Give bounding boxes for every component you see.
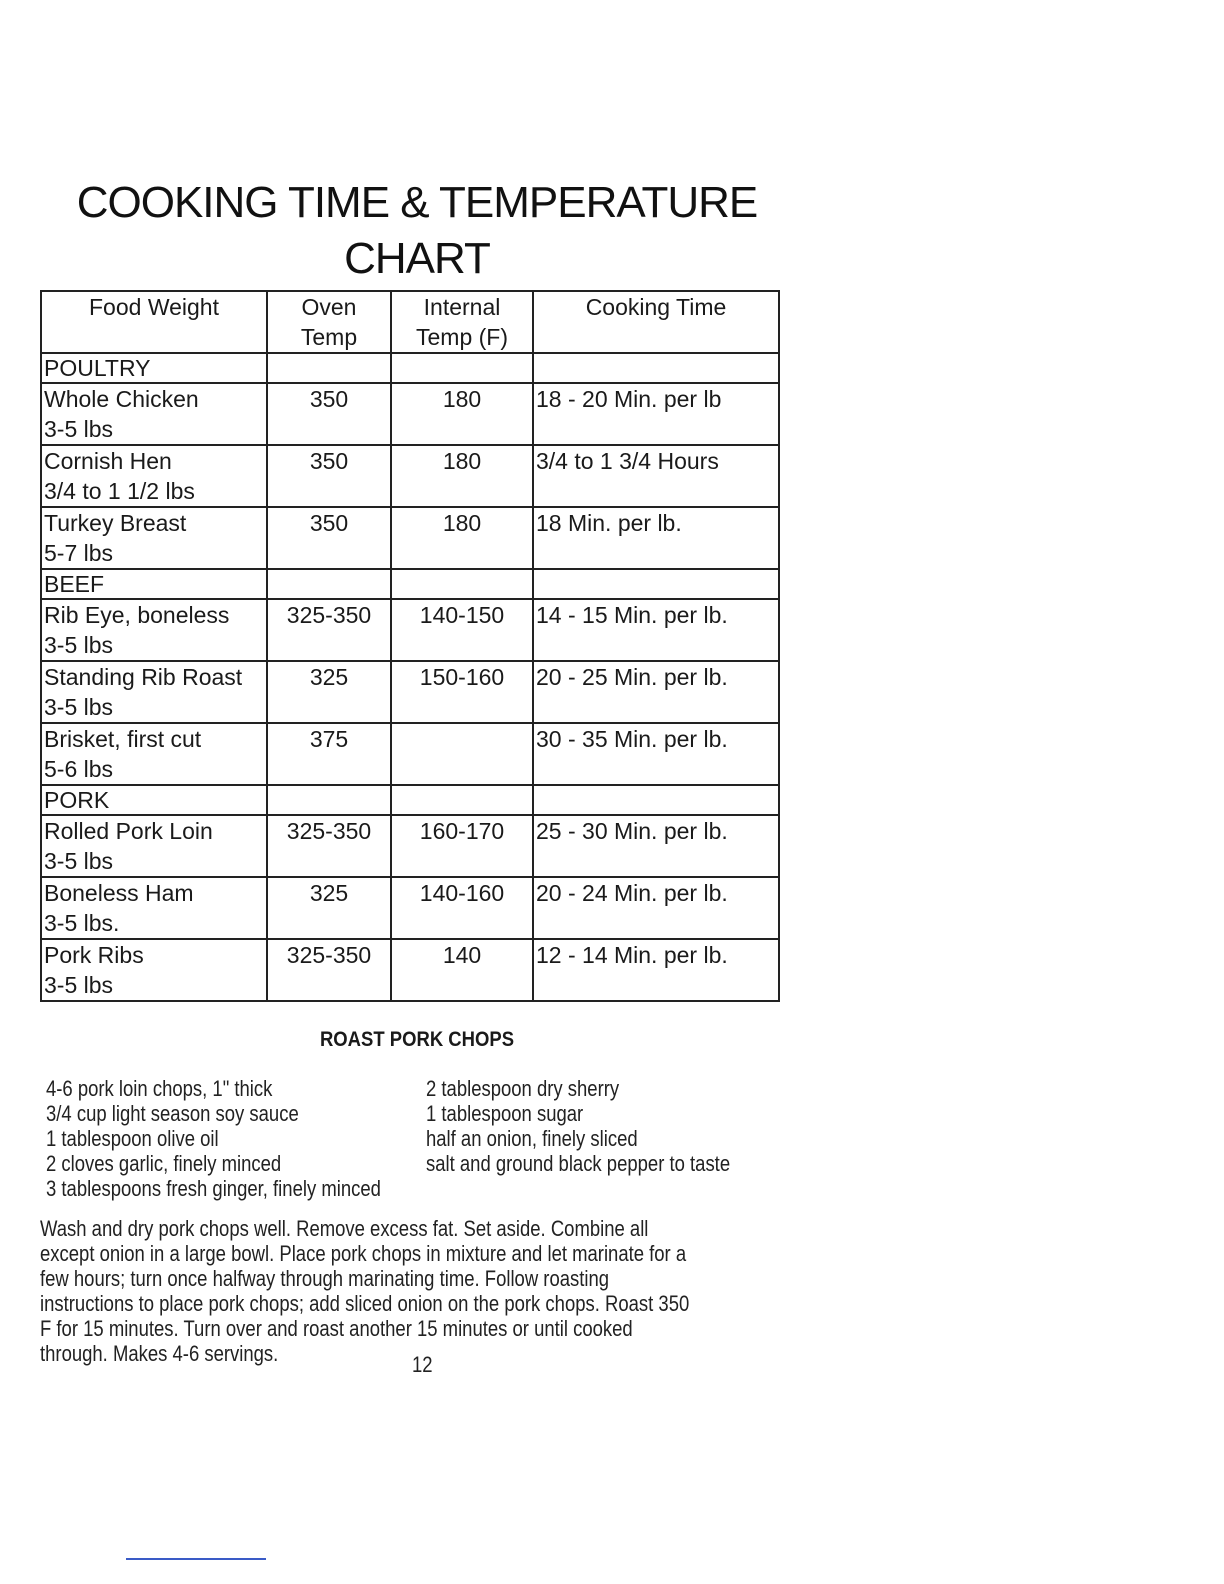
food-name: Boneless Ham <box>44 880 194 906</box>
oven-temp-cell: 350 <box>267 507 391 569</box>
header-label: Temp (F) <box>416 324 508 350</box>
food-weight: 3-5 lbs <box>44 972 114 998</box>
header-food-weight <box>41 291 267 353</box>
food-weight-cell <box>41 507 267 569</box>
food-name: Turkey Breast <box>44 510 187 536</box>
food-weight: 3/4 to 1 1/2 lbs <box>44 478 195 504</box>
empty-cell <box>533 785 779 815</box>
food-weight: 3-5 lbs <box>44 416 114 442</box>
cooking-time-cell: 20 - 25 Min. per lb. <box>533 661 779 723</box>
recipe-title: ROAST PORK CHOPS <box>319 1028 515 1051</box>
table-body <box>41 353 779 1001</box>
ingredient-item: 1 tablespoon olive oil <box>46 1126 219 1151</box>
internal-temp-cell: 180 <box>391 445 533 507</box>
cooking-time-cell: 18 Min. per lb. <box>533 507 779 569</box>
food-name: Brisket, first cut <box>44 726 202 752</box>
food-name: Pork Ribs <box>44 942 144 968</box>
empty-cell <box>267 569 391 599</box>
food-weight-cell <box>41 383 267 445</box>
food-weight: 3-5 lbs. <box>44 910 120 936</box>
oven-temp-cell: 375 <box>267 723 391 785</box>
page-number: 12 <box>412 1352 433 1377</box>
instruction-line: instructions to place pork chops; add sliced onion on the pork chops. Roast 350 <box>40 1291 690 1316</box>
section-row <box>41 569 779 599</box>
food-weight-cell <box>41 599 267 661</box>
food-weight-cell <box>41 939 267 1001</box>
table-row <box>41 661 779 723</box>
table-row <box>41 815 779 877</box>
food-weight-cell <box>41 723 267 785</box>
empty-cell <box>267 353 391 383</box>
internal-temp-cell <box>391 723 533 785</box>
section-label: POULTRY <box>41 353 267 383</box>
table-row <box>41 877 779 939</box>
ingredients-left-list <box>46 1076 381 1201</box>
food-weight: 5-6 lbs <box>44 756 114 782</box>
header-label: Temp <box>300 324 358 350</box>
cooking-time-cell: 14 - 15 Min. per lb. <box>533 599 779 661</box>
table-row <box>41 507 779 569</box>
cooking-chart-table <box>40 290 780 1002</box>
food-weight-cell <box>41 445 267 507</box>
empty-cell <box>533 353 779 383</box>
oven-temp-cell: 350 <box>267 383 391 445</box>
ingredients-right-list <box>426 1076 730 1176</box>
food-name: Rib Eye, boneless <box>44 602 230 628</box>
instruction-line: F for 15 minutes. Turn over and roast another 15 minutes or until cooked <box>40 1316 633 1341</box>
ingredient-item: 3/4 cup light season soy sauce <box>46 1101 299 1126</box>
food-weight-cell <box>41 815 267 877</box>
food-weight: 3-5 lbs <box>44 694 114 720</box>
internal-temp-cell: 180 <box>391 507 533 569</box>
table-row <box>41 599 779 661</box>
table-row <box>41 939 779 1001</box>
food-name: Rolled Pork Loin <box>44 818 213 844</box>
empty-cell <box>391 785 533 815</box>
ingredient-item: salt and ground black pepper to taste <box>426 1151 731 1176</box>
food-weight: 5-7 lbs <box>44 540 114 566</box>
food-weight: 3-5 lbs <box>44 848 114 874</box>
table-row <box>41 723 779 785</box>
header-label: Oven <box>301 294 357 320</box>
oven-temp-cell: 325-350 <box>267 599 391 661</box>
instruction-line: Wash and dry pork chops well. Remove excess fat. Set aside. Combine all <box>40 1216 649 1241</box>
section-row <box>41 785 779 815</box>
food-name: Cornish Hen <box>44 448 172 474</box>
header-label: Food Weight <box>89 294 219 320</box>
ingredient-item: 2 tablespoon dry sherry <box>426 1076 620 1101</box>
cooking-time-cell: 3/4 to 1 3/4 Hours <box>533 445 779 507</box>
empty-cell <box>391 569 533 599</box>
cooking-time-cell: 20 - 24 Min. per lb. <box>533 877 779 939</box>
food-weight: 3-5 lbs <box>44 632 114 658</box>
instruction-line: few hours; turn once halfway through marinating time. Follow roasting <box>40 1266 610 1291</box>
internal-temp-cell: 180 <box>391 383 533 445</box>
table-row <box>41 445 779 507</box>
recipe-instructions <box>40 1216 779 1366</box>
header-oven-temp <box>267 291 391 353</box>
oven-temp-cell: 325-350 <box>267 939 391 1001</box>
cooking-time-cell: 18 - 20 Min. per lb <box>533 383 779 445</box>
ingredient-item: 4-6 pork loin chops, 1" thick <box>46 1076 273 1101</box>
cooking-time-cell: 12 - 14 Min. per lb. <box>533 939 779 1001</box>
food-weight-cell <box>41 661 267 723</box>
oven-temp-cell: 325 <box>267 877 391 939</box>
section-row <box>41 353 779 383</box>
header-internal-temp <box>391 291 533 353</box>
ingredient-item: 3 tablespoons fresh ginger, finely minced <box>46 1176 381 1201</box>
table-header-row <box>41 291 779 353</box>
bottom-rule <box>126 1558 266 1560</box>
ingredient-item: 2 cloves garlic, finely minced <box>46 1151 282 1176</box>
internal-temp-cell: 140 <box>391 939 533 1001</box>
header-label: Cooking Time <box>585 294 727 320</box>
empty-cell <box>391 353 533 383</box>
cooking-time-cell: 30 - 35 Min. per lb. <box>533 723 779 785</box>
page-title-line-1: COOKING TIME & TEMPERATURE <box>76 178 758 227</box>
internal-temp-cell: 140-150 <box>391 599 533 661</box>
oven-temp-cell: 325 <box>267 661 391 723</box>
internal-temp-cell: 160-170 <box>391 815 533 877</box>
section-label: PORK <box>41 785 267 815</box>
internal-temp-cell: 140-160 <box>391 877 533 939</box>
ingredient-item: half an onion, finely sliced <box>426 1126 638 1151</box>
header-cooking-time <box>533 291 779 353</box>
empty-cell <box>533 569 779 599</box>
header-label: Internal <box>423 294 501 320</box>
section-label: BEEF <box>41 569 267 599</box>
food-name: Whole Chicken <box>44 386 199 412</box>
instruction-line: through. Makes 4-6 servings. <box>40 1341 279 1366</box>
page-title-line-2: CHART <box>344 234 490 283</box>
oven-temp-cell: 350 <box>267 445 391 507</box>
table-row <box>41 383 779 445</box>
instruction-line: except onion in a large bowl. Place pork chops in mixture and let marinate for a <box>40 1241 687 1266</box>
cooking-time-cell: 25 - 30 Min. per lb. <box>533 815 779 877</box>
oven-temp-cell: 325-350 <box>267 815 391 877</box>
ingredient-item: 1 tablespoon sugar <box>426 1101 584 1126</box>
empty-cell <box>267 785 391 815</box>
food-weight-cell <box>41 877 267 939</box>
food-name: Standing Rib Roast <box>44 664 243 690</box>
internal-temp-cell: 150-160 <box>391 661 533 723</box>
